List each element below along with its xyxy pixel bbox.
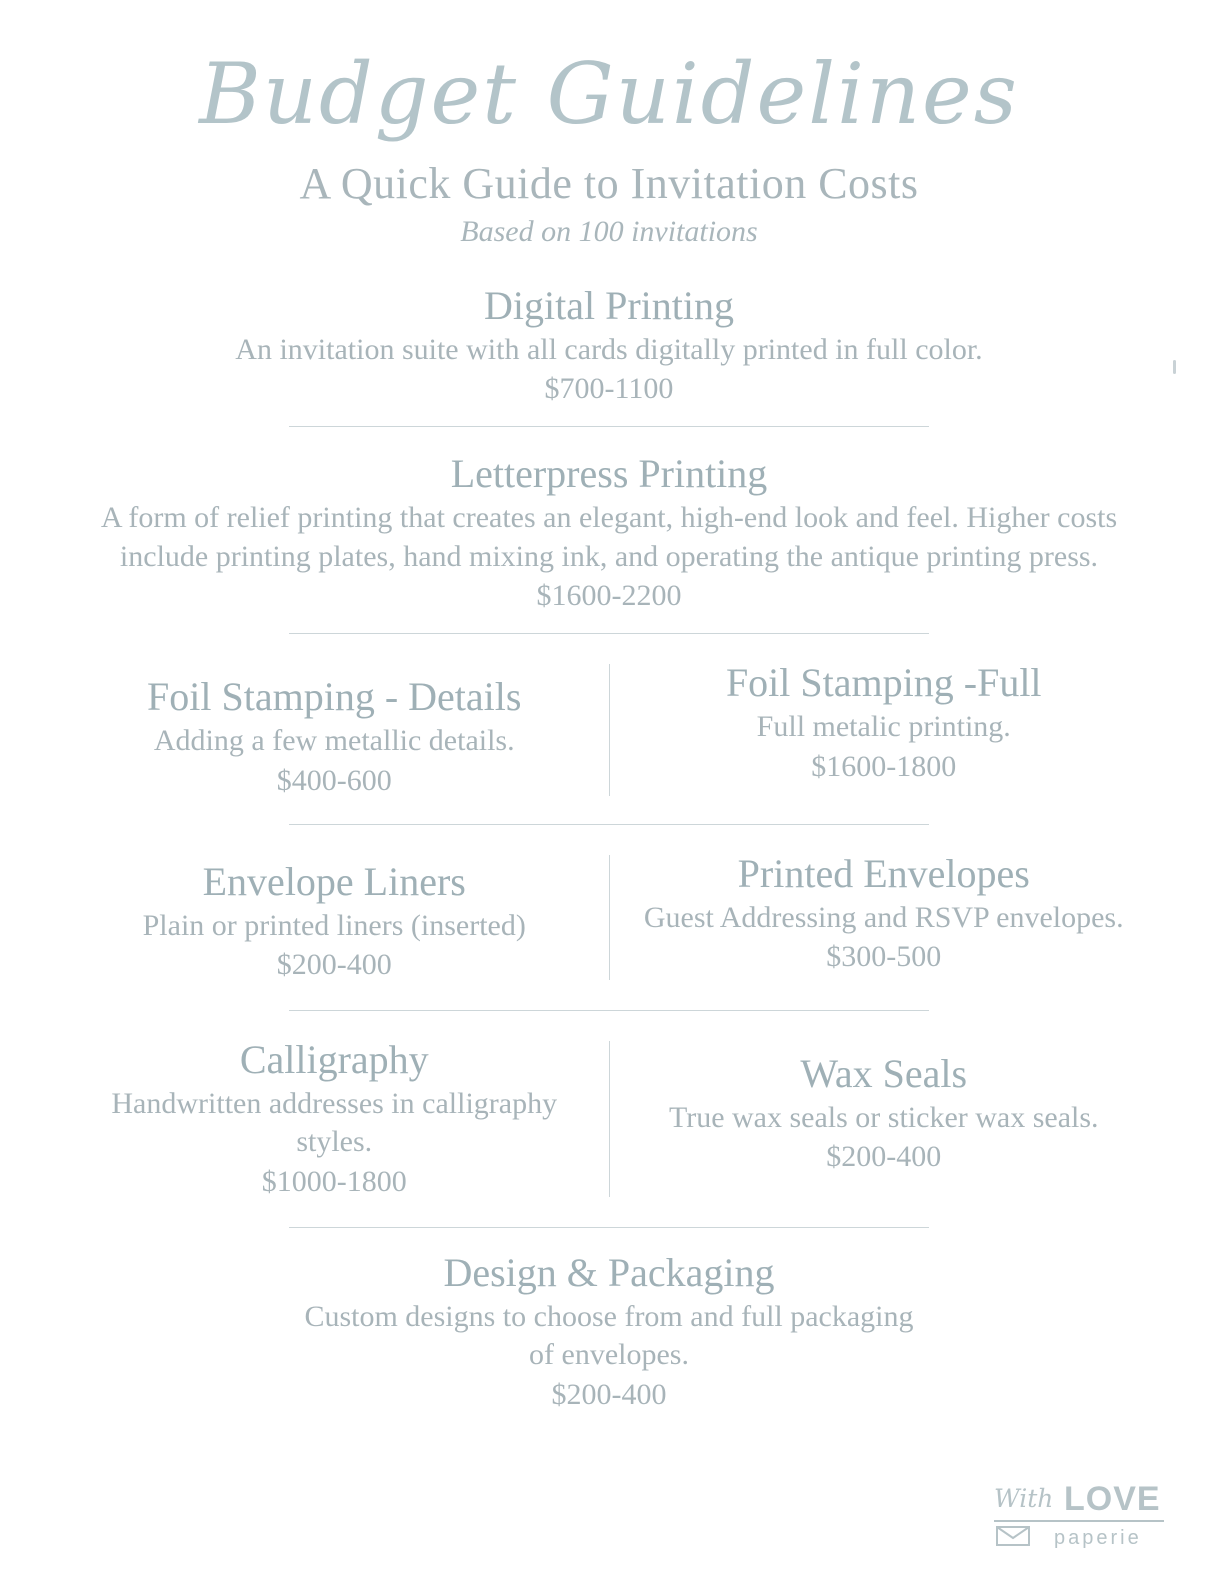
section-divider bbox=[289, 1010, 929, 1011]
section-wax-seals bbox=[610, 1037, 1159, 1176]
section-description: True wax seals or sticker wax seals. bbox=[668, 1100, 1099, 1134]
section-title: Foil Stamping -Full bbox=[725, 660, 1042, 706]
section-description: Full metalic printing. bbox=[756, 710, 1011, 744]
section-title: Digital Printing bbox=[484, 283, 734, 328]
logo-rule bbox=[994, 1520, 1164, 1522]
section-description: Handwritten addresses in calligraphy styles. bbox=[111, 1086, 558, 1159]
section-price: $1600-1800 bbox=[811, 749, 957, 783]
section-price: $300-500 bbox=[826, 939, 942, 973]
section-design-packaging bbox=[60, 1250, 1158, 1414]
section-divider bbox=[289, 633, 929, 634]
section-foil-stamping-full bbox=[610, 660, 1159, 785]
section-title: Printed Envelopes bbox=[737, 850, 1030, 896]
section-divider bbox=[289, 426, 929, 427]
section-title: Calligraphy bbox=[239, 1036, 429, 1082]
section-price: $1000-1800 bbox=[261, 1164, 407, 1198]
section-description: An invitation suite with all cards digitally printed in full color. bbox=[235, 333, 983, 366]
section-price: $200-400 bbox=[551, 1377, 667, 1411]
section-price: $200-400 bbox=[276, 947, 392, 981]
section-printed-envelopes bbox=[610, 851, 1159, 976]
section-description: Plain or printed liners (inserted) bbox=[142, 908, 526, 942]
section-title: Design & Packaging bbox=[443, 1249, 775, 1295]
page-title: Budget Guidelines bbox=[199, 45, 1019, 143]
section-price: $200-400 bbox=[826, 1140, 942, 1174]
logo-paperie-text: paperie bbox=[1054, 1527, 1142, 1549]
section-title: Foil Stamping - Details bbox=[147, 674, 522, 720]
section-envelope-liners bbox=[60, 851, 609, 984]
page-note: Based on 100 invitations bbox=[460, 215, 758, 248]
logo-with-text: With bbox=[994, 1484, 1054, 1513]
section-foil-stamping-details bbox=[60, 660, 609, 799]
section-description: Guest Addressing and RSVP envelopes. bbox=[643, 900, 1124, 934]
section-calligraphy bbox=[60, 1037, 609, 1201]
section-description: A form of relief printing that creates an elegant, high-end look and feel. Higher costs include printing plates, hand mixing ink, and operating the antique printing press. bbox=[100, 501, 1118, 573]
page-mark-icon bbox=[1173, 360, 1176, 374]
section-description: Adding a few metallic details. bbox=[153, 724, 515, 758]
page-subtitle: A Quick Guide to Invitation Costs bbox=[299, 159, 919, 208]
logo-love-text: LOVE bbox=[1064, 1480, 1161, 1518]
section-divider bbox=[289, 1227, 929, 1228]
row-envelopes bbox=[60, 851, 1158, 984]
section-price: $700-1100 bbox=[544, 372, 674, 406]
section-digital-printing bbox=[60, 283, 1158, 408]
section-price: $400-600 bbox=[276, 763, 392, 797]
row-foil-stamping bbox=[60, 660, 1158, 799]
section-title: Envelope Liners bbox=[202, 858, 466, 904]
section-title: Letterpress Printing bbox=[450, 451, 768, 497]
row-calligraphy-wax bbox=[60, 1037, 1158, 1201]
section-letterpress-printing bbox=[60, 451, 1158, 615]
section-description: Custom designs to choose from and full packaging of envelopes. bbox=[304, 1299, 914, 1372]
section-price: $1600-2200 bbox=[536, 579, 682, 613]
envelope-icon bbox=[996, 1524, 1030, 1546]
brand-logo bbox=[990, 1482, 1170, 1554]
section-divider bbox=[289, 824, 929, 825]
section-title: Wax Seals bbox=[800, 1050, 968, 1096]
